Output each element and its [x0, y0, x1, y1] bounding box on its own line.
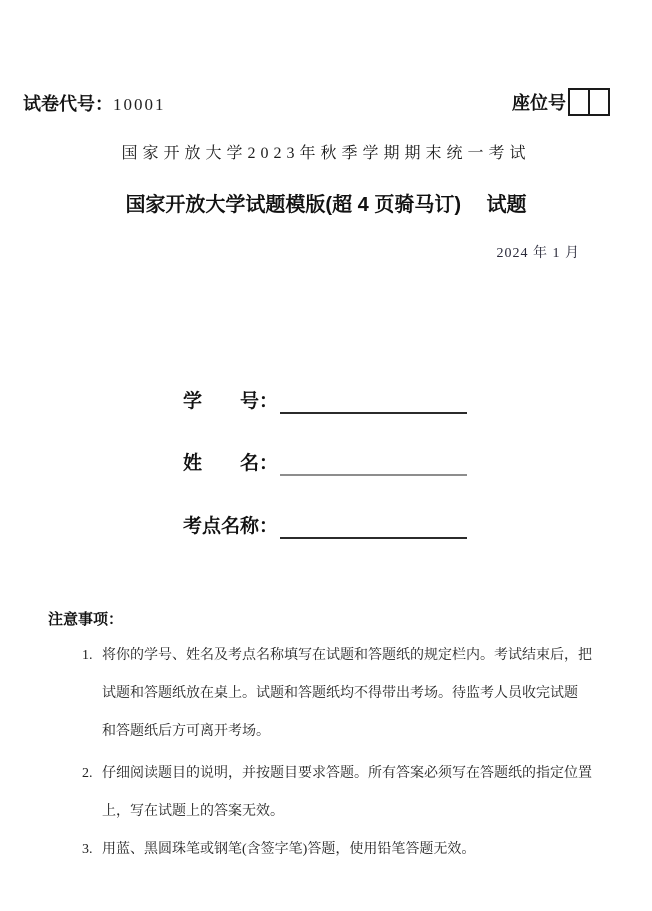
- name-label: 姓名：: [183, 453, 279, 474]
- seat-number-box-2: [588, 88, 610, 116]
- seat-number-box-1: [568, 88, 590, 116]
- seat-number: [512, 88, 610, 116]
- notice-item-2-line-2: 上，写在试题上的答案无效。: [102, 804, 284, 819]
- paper-code-label: 试卷代号：: [23, 94, 113, 114]
- name-row: [183, 451, 467, 476]
- exam-site-label: 考点名称：: [183, 516, 279, 537]
- seat-number-boxes: [568, 88, 610, 116]
- seat-number-label: 座位号: [512, 93, 566, 113]
- notice-item-1-line-1: 将你的学号、姓名及考点名称填写在试题和答题纸的规定栏内。考试结束后，把: [102, 648, 592, 663]
- notices-heading: 注意事项：: [48, 611, 124, 628]
- notice-item-3-number: 3.: [82, 842, 93, 857]
- student-id-blank-line: [280, 389, 467, 414]
- notice-item-1: [48, 637, 604, 751]
- exam-site-blank-line: [280, 514, 467, 539]
- exam-session-line: 国家开放大学2023年秋季学期期末统一考试: [121, 145, 531, 162]
- notice-item-1-number: 1.: [82, 648, 93, 663]
- student-id-label: 学号：: [183, 391, 279, 412]
- name-blank-line: [280, 451, 467, 476]
- student-id-row: [183, 389, 467, 414]
- notice-item-1-line-3: 和答题纸后方可离开考场。: [102, 724, 270, 739]
- paper-code-value: 10001: [113, 95, 166, 114]
- paper-code: [23, 90, 166, 116]
- notice-item-1-line-2: 试题和答题纸放在桌上。试题和答题纸均不得带出考场。待监考人员收完试题: [102, 686, 578, 701]
- page-title: 国家开放大学试题模版(超 4 页骑马订) 试题: [125, 194, 527, 216]
- notice-item-2-line-1: 仔细阅读题目的说明，并按题目要求答题。所有答案必须写在答题纸的指定位置: [102, 766, 592, 781]
- exam-date: 2024 年 1 月: [496, 246, 580, 261]
- notice-item-3: [48, 831, 604, 869]
- exam-site-row: [183, 514, 467, 539]
- notice-item-2: [48, 755, 604, 831]
- notices-section: [48, 610, 604, 869]
- notice-item-3-line-1: 用蓝、黑圆珠笔或钢笔(含签字笔)答题，使用铅笔答题无效。: [102, 842, 476, 857]
- notice-item-2-number: 2.: [82, 766, 93, 781]
